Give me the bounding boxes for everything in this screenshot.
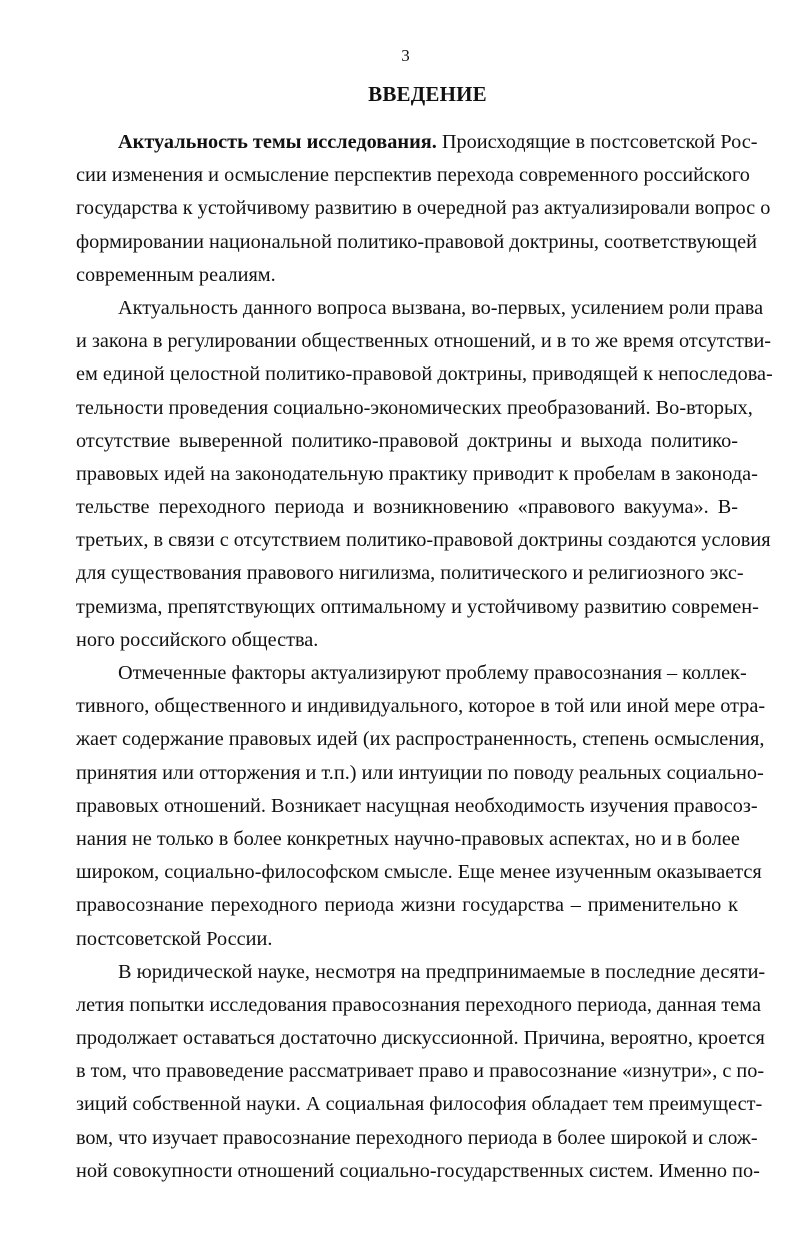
text-line: вом, что изучает правосознание переходного периода в более широкой и слож- — [76, 1126, 758, 1149]
text-line — [76, 126, 758, 159]
text-line: правовых идей на законодательную практику приводит к пробелам в законода- — [76, 462, 758, 485]
text-line: летия попытки исследования правосознания переходного периода, данная тема — [76, 993, 761, 1016]
text-line: современным реалиям. — [76, 263, 276, 286]
text-line: тельстве переходного периода и возникновению «правового вакуума». В- — [76, 496, 738, 519]
text-line: зиций собственной науки. А социальная философия обладает тем преимущест- — [76, 1093, 763, 1116]
text-line: Отмеченные факторы актуализируют проблему правосознания – коллек- — [118, 662, 747, 684]
text-line: Актуальность данного вопроса вызвана, во-первых, усилением роли права — [118, 296, 764, 319]
text-line: ной совокупности отношений социально-государственных систем. Именно по- — [76, 1159, 760, 1182]
text-line: ного российского общества. — [76, 628, 319, 651]
text-line: государства к устойчивому развитию в очередной раз актуализировали вопрос о — [76, 197, 771, 220]
paragraph-reasons — [76, 292, 773, 657]
text-line: правосознание переходного периода жизни государства – применительно к — [76, 894, 738, 917]
text-line: для существования правового нигилизма, политического и религиозного экс- — [76, 562, 744, 585]
text-line: в том, что правоведение рассматривает право и правосознание «изнутри», с по- — [76, 1060, 765, 1083]
text-line: жает содержание правовых идей (их распространенность, степень осмысления, — [76, 728, 765, 751]
text-line: широком, социально-философском смысле. Еще менее изученным оказывается — [76, 861, 762, 884]
paragraph-lead: Актуальность темы исследования. — [118, 131, 437, 153]
text-line: принятия или отторжения и т.п.) или интуиции по поводу реальных социально- — [76, 761, 764, 784]
text-line: сии изменения и осмысление перспектив перехода современного российского — [76, 164, 750, 187]
text-line: В юридической науке, несмотря на предпринимаемые в последние десяти- — [118, 960, 766, 983]
text-line: формировании национальной политико-правовой доктрины, соответствующей — [76, 230, 757, 253]
page-number: 3 — [401, 46, 410, 65]
text-line: отсутствие выверенной политико-правовой доктрины и выхода политико- — [76, 429, 738, 452]
text-line: постсоветской России. — [76, 927, 273, 950]
text-line: тремизма, препятствующих оптимальному и устойчивому развитию современ- — [76, 595, 759, 618]
paragraph-relevance — [76, 126, 771, 292]
text-line: и закона в регулировании общественных отношений, и в то же время отсутстви- — [76, 330, 772, 353]
text-line: тивного, общественного и индивидуального, которое в той или иной мере отра- — [76, 695, 766, 718]
paragraph-factors — [76, 657, 766, 956]
text-line: правовых отношений. Возникает насущная необходимость изучения правосоз- — [76, 794, 758, 817]
text-line: нания не только в более конкретных научно-правовых аспектах, но и в более — [76, 827, 740, 850]
text-line: тельности проведения социально-экономических преобразований. Во-вторых, — [76, 396, 753, 419]
body-text — [76, 126, 773, 1188]
text-line: ем единой целостной политико-правовой доктрины, приводящей к непоследова- — [76, 363, 773, 386]
text-line: третьих, в связи с отсутствием политико-правовой доктрины создаются условия — [76, 529, 771, 552]
text-line: продолжает оставаться достаточно дискуссионной. Причина, вероятно, кроется — [76, 1027, 765, 1050]
text-line-content: Происходящие в постсоветской Рос- — [436, 131, 758, 153]
page-title: ВВЕДЕНИЕ — [368, 82, 487, 106]
paragraph-legal-science — [76, 956, 766, 1188]
